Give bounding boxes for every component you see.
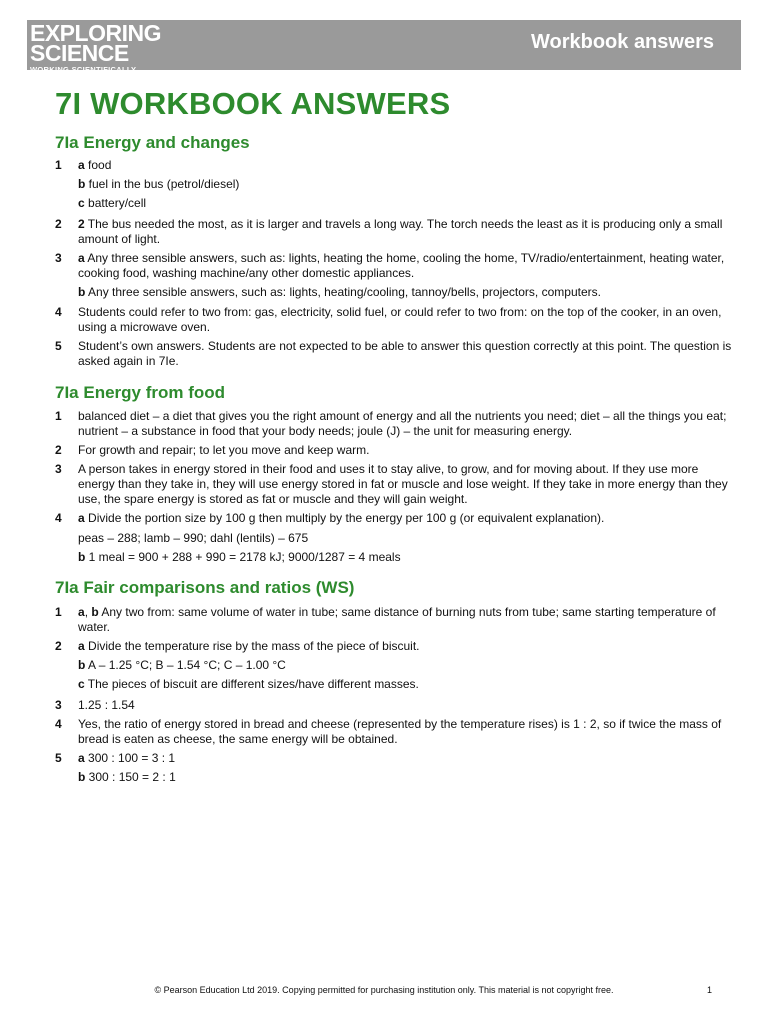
page-title: 7I WORKBOOK ANSWERS [55, 86, 451, 121]
answer-part: 1.25 : 1.54 [78, 698, 135, 712]
answer-part: 2 The bus needed the most, as it is larger and travels a long way. The torch needs the least as it is producing only a small amount of light. [78, 217, 723, 246]
question-number: 5 [55, 339, 62, 353]
answer-part: b 300 : 150 = 2 : 1 [78, 770, 176, 784]
question [55, 605, 738, 635]
logo-line-2: SCIENCE [30, 40, 129, 66]
logo-line-1: EXPLORING [30, 20, 161, 46]
answer-part: b Any three sensible answers, such as: lights, heating/cooling, tannoy/bells, projectors, computers. [78, 285, 601, 299]
answer-part: For growth and repair; to let you move and keep warm. [78, 443, 370, 457]
section-title: 7Ia Fair comparisons and ratios (WS) [55, 578, 355, 597]
question-number: 4 [55, 511, 62, 525]
question-number: 5 [55, 751, 62, 765]
question-number: 4 [55, 717, 62, 731]
question-number: 1 [55, 158, 62, 172]
answer-part: a 300 : 100 = 3 : 1 [78, 751, 176, 765]
question [55, 698, 738, 713]
question [55, 462, 738, 507]
question-number: 2 [55, 639, 62, 653]
logo-line-3: WORKING SCIENTIFICALLY [30, 65, 137, 74]
answer-part: a Divide the portion size by 100 g then multiply by the energy per 100 g (or equivalent explanation). [78, 511, 605, 525]
question-number: 4 [55, 305, 62, 319]
answer-part: a Any three sensible answers, such as: lights, heating the home, cooling the home, TV/radio/entertainment, heating water, cooking food, washing machine/any other domestic appliances. [78, 251, 725, 280]
section-title: 7Ia Energy and changes [55, 133, 250, 152]
answer-part: b A – 1.25 °C; B – 1.54 °C; C – 1.00 °C [78, 658, 286, 672]
question [55, 639, 738, 692]
answer-part: b fuel in the bus (petrol/diesel) [78, 177, 240, 191]
copyright-notice: © Pearson Education Ltd 2019. Copying permitted for purchasing institution only. This material is not copyright free. [154, 985, 614, 995]
question-number: 1 [55, 409, 62, 423]
answer-part: A person takes in energy stored in their food and uses it to stay alive, to grow, and for moving about. If they use more energy than they take in, they will use energy stored in fat or muscle and lose weight. If they take in more energy than they use, the spare energy is stored as fat or muscle and they will gain weight. [78, 462, 728, 506]
answer-part: a food [78, 158, 112, 172]
question [55, 751, 738, 785]
question [55, 158, 738, 211]
answer-part: peas – 288; lamb – 990; dahl (lentils) – 675 [78, 531, 309, 545]
question-number: 2 [55, 217, 62, 231]
answer-part: Students could refer to two from: gas, electricity, solid fuel, or could refer to two from: on the top of the cooker, in an oven, using a microwave oven. [78, 305, 722, 334]
question [55, 717, 738, 747]
page-header [27, 20, 741, 74]
question-number: 3 [55, 251, 62, 265]
answer-part: a Divide the temperature rise by the mass of the piece of biscuit. [78, 639, 420, 653]
question-number: 3 [55, 698, 62, 712]
question [55, 443, 738, 458]
question [55, 305, 738, 335]
answer-part: Yes, the ratio of energy stored in bread and cheese (represented by the temperature rises) is 1 : 2, so if twice the mass of bread is eaten as cheese, the same energy will be obtained. [78, 717, 722, 746]
answer-part: Student’s own answers. Students are not expected to be able to answer this question correctly at this point. The question is asked again in 7Ie. [78, 339, 732, 368]
question [55, 409, 738, 439]
answer-part: b 1 meal = 900 + 288 + 990 = 2178 kJ; 9000/1287 = 4 meals [78, 550, 401, 564]
answer-part: c The pieces of biscuit are different sizes/have different masses. [78, 677, 419, 691]
section-title: 7Ia Energy from food [55, 383, 226, 402]
question [55, 217, 738, 247]
page-number: 1 [707, 985, 713, 995]
exploring-science-logo [30, 20, 222, 74]
question [55, 251, 738, 300]
header-title: Workbook answers [530, 31, 714, 53]
question [55, 511, 738, 565]
question [55, 339, 738, 369]
answer-part: c battery/cell [78, 196, 147, 210]
answer-part: a, b Any two from: same volume of water in tube; same distance of burning nuts from tube; same starting temperature of water. [78, 605, 716, 634]
question-number: 2 [55, 443, 62, 457]
question-number: 3 [55, 462, 62, 476]
question-number: 1 [55, 605, 62, 619]
answer-part: balanced diet – a diet that gives you the right amount of energy and all the nutrients you need; diet – all the things you eat; nutrient – a substance in food that your body needs; joule (J) – the unit for measuring energy. [78, 409, 727, 438]
